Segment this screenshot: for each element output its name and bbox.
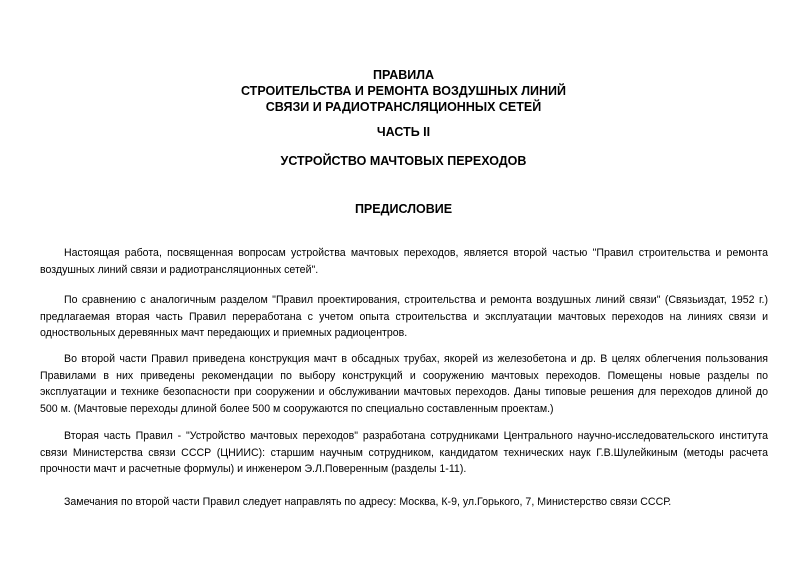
part-heading: ЧАСТЬ II — [376, 125, 431, 139]
paragraph: Замечания по второй части Правил следует направлять по адресу: Москва, К-9, ул.Горького, 7, Министерство связи СССР. — [64, 496, 672, 508]
title-line: ПРАВИЛА — [372, 68, 435, 82]
section-heading-preface: ПРЕДИСЛОВИЕ — [354, 202, 453, 216]
paragraph: По сравнению с аналогичным разделом "Правил проектирования, строительства и ремонта воздушных линий связи" (Связьиздат, 1952 г.) предлагаемая вторая часть Правил переработана с учетом опыта строительства и эксплуатации мачтовых переходов на линиях связи и одноствольных деревянных мачт передающих и приемных радиоцентров. — [40, 294, 768, 339]
title-line: СВЯЗИ И РАДИОТРАНСЛЯЦИОННЫХ СЕТЕЙ — [265, 100, 542, 114]
document-subtitle: УСТРОЙСТВО МАЧТОВЫХ ПЕРЕХОДОВ — [280, 154, 527, 168]
paragraph: Во второй части Правил приведена конструкция мачт в обсадных трубах, якорей из железобетона и др. В целях облегчения пользования Правилами в них приведены рекомендации по выбору конструкций и сооружению мачтовых переходов. Помещены новые разделы по эксплуатации и технике безопасности при сооружении и обслуживании мачтовых переходов. Даны типовые решения для переходов длиной до 500 м. (Мачтовые переходы длиной более 500 м сооружаются по специально составленным проектам.) — [40, 353, 768, 415]
paragraph: Вторая часть Правил - "Устройство мачтовых переходов" разработана сотрудниками Центрального научно-исследовательского института связи Министерства связи СССР (ЦНИИС): старшим научным сотрудником, кандидатом технических наук Г.В.Шулейкиным (методы расчета прочности мачт и расчетные формулы) и инженером Э.Л.Поверенным (разделы 1-11). — [40, 430, 768, 475]
paragraph: Настоящая работа, посвященная вопросам устройства мачтовых переходов, является второй частью "Правил строительства и ремонта воздушных линий связи и радиотрансляционных сетей". — [40, 247, 768, 276]
title-line: СТРОИТЕЛЬСТВА И РЕМОНТА ВОЗДУШНЫХ ЛИНИЙ — [240, 84, 567, 98]
document-title — [0, 67, 807, 115]
